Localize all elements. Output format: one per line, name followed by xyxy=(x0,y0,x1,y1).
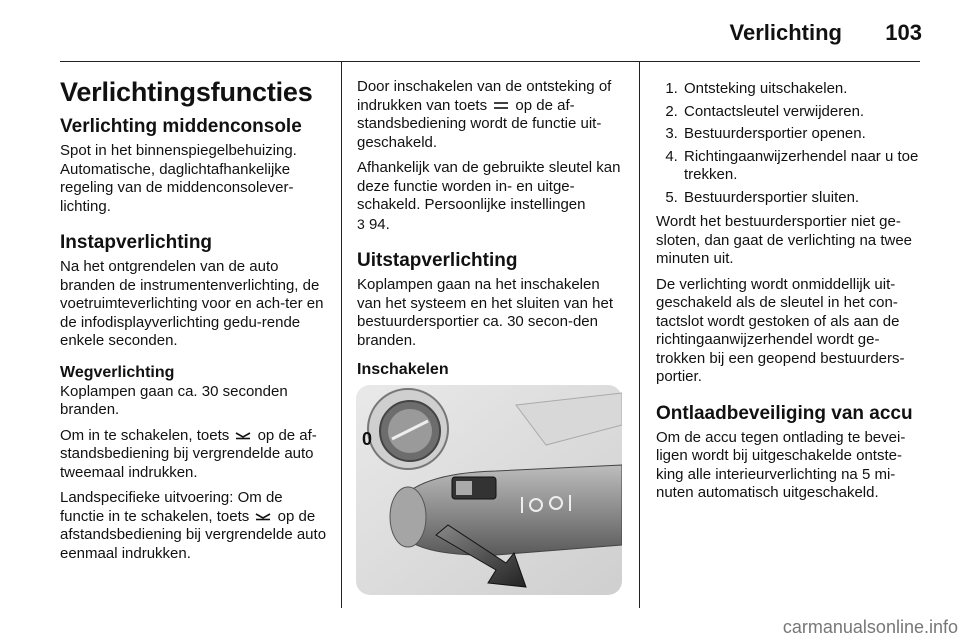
section-title-weg: Wegverlichting xyxy=(60,363,175,381)
paragraph-weg-2 xyxy=(60,427,330,483)
section-title-middenconsole: Verlichting middenconsole xyxy=(60,116,302,137)
list-item: 5. Bestuurdersportier sluiten. xyxy=(682,189,926,208)
paragraph-sleutel-text: Afhankelijk van de gebruikte sleutel kan deze functie worden in- en uitge-schakeld. Persoonlijke instellingen xyxy=(357,159,621,213)
main-title: Verlichtingsfuncties xyxy=(60,77,313,107)
ignition-lock xyxy=(368,389,448,469)
paragraph-weg-3-a: Landspecifieke uitvoering: Om de functie in te schakelen, toets xyxy=(60,489,283,525)
section-title-instap: Instapverlichting xyxy=(60,232,213,253)
list-item: 2. Contactsleutel verwijderen. xyxy=(682,103,926,122)
list-item: 3. Bestuurdersportier openen. xyxy=(682,125,926,144)
section-text-uitstap: Koplampen gaan na het inschakelen van het systeem en het sluiten van het bestuurdersportier ca. 30 secon-den branden. xyxy=(357,276,613,349)
paragraph-weg-2-a: Om in te schakelen, toets xyxy=(60,426,230,444)
header-rule xyxy=(60,61,920,62)
stalk-illustration xyxy=(356,385,622,595)
section-text-instap: Na het ontgrendelen van de auto branden de instrumentenverlichting, de voetruimteverlichting voor en ach-ter en de infodisplayverlichting gedu-rende enkele seconden. xyxy=(60,258,324,349)
page-reference: 94. xyxy=(368,215,390,233)
subsection-title-inschakelen: Inschakelen xyxy=(357,361,449,378)
paragraph-uitschakelen xyxy=(357,78,625,152)
headlight-key-icon xyxy=(235,431,251,440)
page-reference-arrow-icon: 3 xyxy=(357,215,365,232)
page-number: 103 xyxy=(885,20,922,45)
section-text-accu: Om de accu tegen ontlading te bevei-ligen wordt bij uitgeschakelde ontste-king alle interieurverlichting na 5 mi-nuten automatisch uitgeschakeld. xyxy=(656,428,906,501)
paragraph-uitschakelen-b: op de af-standsbediening wordt de functie uit-geschakeld. xyxy=(357,96,602,151)
steps-list xyxy=(656,80,926,207)
section-title-uitstap: Uitstapverlichting xyxy=(357,250,518,271)
section-text-middenconsole: Spot in het binnenspiegelbehuizing. Automatische, daglichtafhankelijke regeling van de middenconsolever-lichting. xyxy=(60,142,297,215)
paragraph-uitschakelen-a: Door inschakelen van de ontsteking of indrukken van toets xyxy=(357,78,612,114)
section-title-accu: Ontlaadbeveiliging van accu xyxy=(656,402,913,424)
paragraph-onmiddellijk: De verlichting wordt onmiddellijk uit-geschakeld als de sleutel in het con-tactslot wordt gestoken of als aan de richtingaanwijzerhendel wordt ge-trokken bij een geopend bestuurders-portier. xyxy=(656,275,905,385)
ignition-position-label: 0 xyxy=(362,429,373,449)
list-item: 1. Ontsteking uitschakelen. xyxy=(682,80,926,99)
paragraph-weg-2-b: op de af-standsbediening bij vergrendelde auto tweemaal indrukken. xyxy=(60,426,317,481)
watermark: carmanualsonline.info xyxy=(782,617,958,637)
column-3 xyxy=(656,80,926,510)
column-divider-2 xyxy=(639,62,640,608)
paragraph-weg-3 xyxy=(60,489,330,563)
page-header xyxy=(0,18,960,48)
header-title: Verlichting xyxy=(729,20,842,45)
column-1 xyxy=(60,72,330,570)
column-2 xyxy=(357,78,625,380)
paragraph-weg-3-b: op de afstandsbediening bij vergrendelde auto eenmaal indrukken. xyxy=(60,507,327,562)
section-text-weg: Koplampen gaan ca. 30 seconden branden. xyxy=(60,382,288,418)
lock-key-icon xyxy=(493,101,509,110)
headlight-key-icon xyxy=(255,512,271,521)
paragraph-sleutel xyxy=(357,159,625,234)
column-divider-1 xyxy=(341,62,342,608)
list-item: 4. Richtingaanwijzerhendel naar u toe trekken. xyxy=(682,148,926,185)
paragraph-portier-open: Wordt het bestuurdersportier niet ge-sloten, dan gaat de verlichting na twee minuten uit. xyxy=(656,213,913,267)
